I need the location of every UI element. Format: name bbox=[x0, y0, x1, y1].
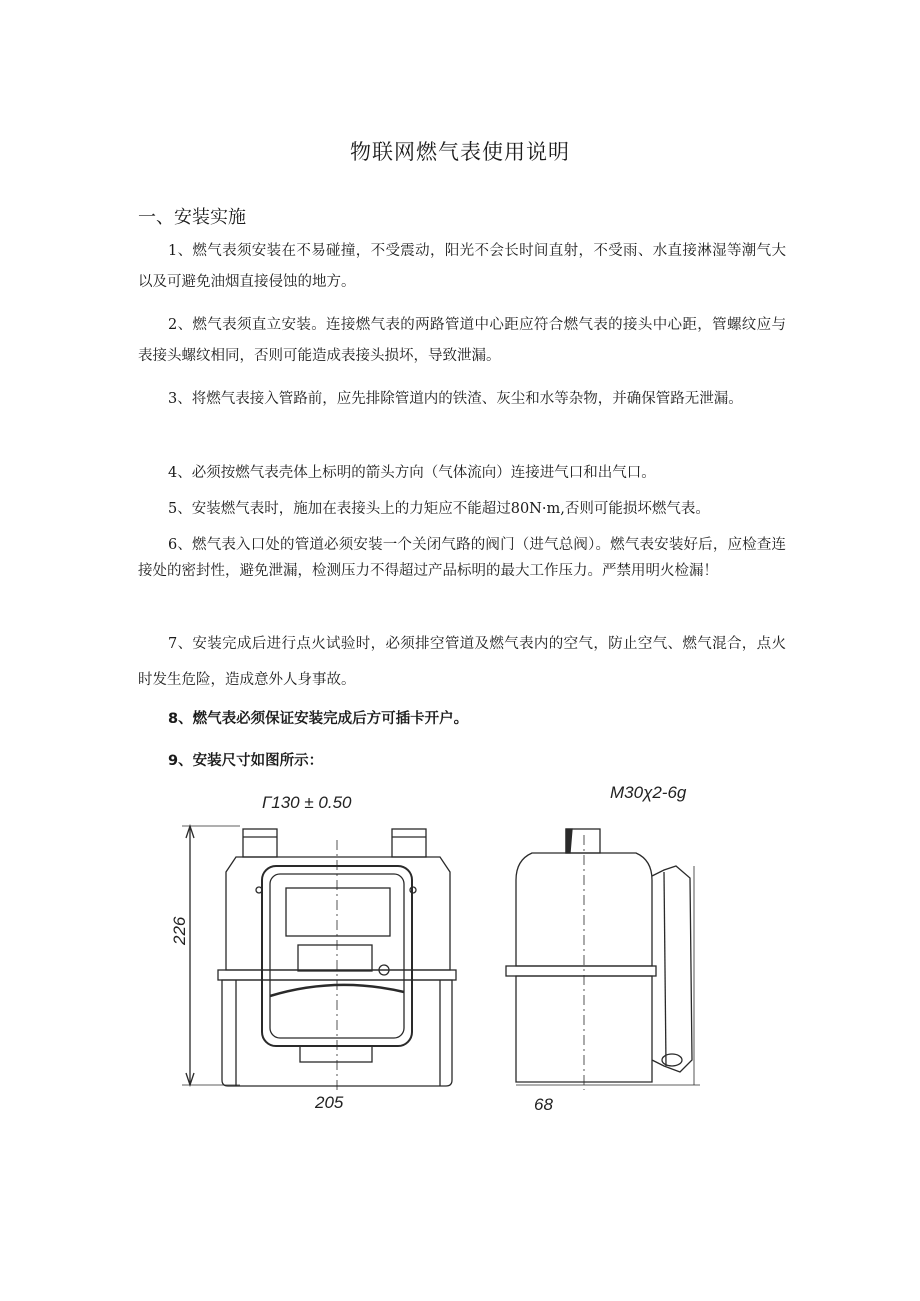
section-heading: 一、安装实施 bbox=[138, 207, 246, 228]
dim-width: 205 bbox=[315, 1093, 344, 1112]
paragraph-9: 9、安装尺寸如图所示： bbox=[168, 753, 324, 769]
paragraph-6: 6、燃气表入口处的管道必须安装一个关闭气路的阀门（进气总阀）。燃气表安装好后，应检查连接处的密封性，避免泄漏，检测压力不得超过产品标明的最大工作压力。严禁用明火检漏！ bbox=[138, 537, 786, 579]
page-title: 物联网燃气表使用说明 bbox=[350, 140, 570, 164]
dim-height: 226 bbox=[170, 916, 189, 945]
paragraph-1: 1、燃气表须安装在不易碰撞，不受震动，阳光不会长时间直射，不受雨、水直接淋湿等潮气大以及可避免油烟直接侵蚀的地方。 bbox=[138, 243, 786, 290]
paragraph-8: 8、燃气表必须保证安装完成后方可插卡开户。 bbox=[168, 711, 469, 727]
dim-thread-spec: M30χ2-6g bbox=[610, 783, 687, 802]
side-view bbox=[506, 829, 700, 1090]
paragraph-7: 7、安装完成后进行点火试验时，必须排空管道及燃气表内的空气，防止空气、燃气混合，点火时发生危险，造成意外人身事故。 bbox=[138, 636, 786, 688]
front-view bbox=[182, 826, 456, 1090]
paragraph-3: 3、将燃气表接入管路前，应先排除管道内的铁渣、灰尘和水等杂物，并确保管路无泄漏。 bbox=[168, 391, 743, 407]
paragraph-5: 5、安装燃气表时，施加在表接头上的力矩应不能超过80N·m,否则可能损坏燃气表。 bbox=[168, 501, 710, 517]
paragraph-2: 2、燃气表须直立安装。连接燃气表的两路管道中心距应符合燃气表的接头中心距，管螺纹应与表接头螺纹相同，否则可能造成表接头损坏，导致泄漏。 bbox=[138, 317, 786, 364]
dim-connector-spacing: Г130 ± 0.50 bbox=[262, 793, 352, 812]
paragraph-4: 4、必须按燃气表壳体上标明的箭头方向（气体流向）连接进气口和出气口。 bbox=[168, 465, 656, 481]
dim-depth: 68 bbox=[534, 1095, 553, 1114]
